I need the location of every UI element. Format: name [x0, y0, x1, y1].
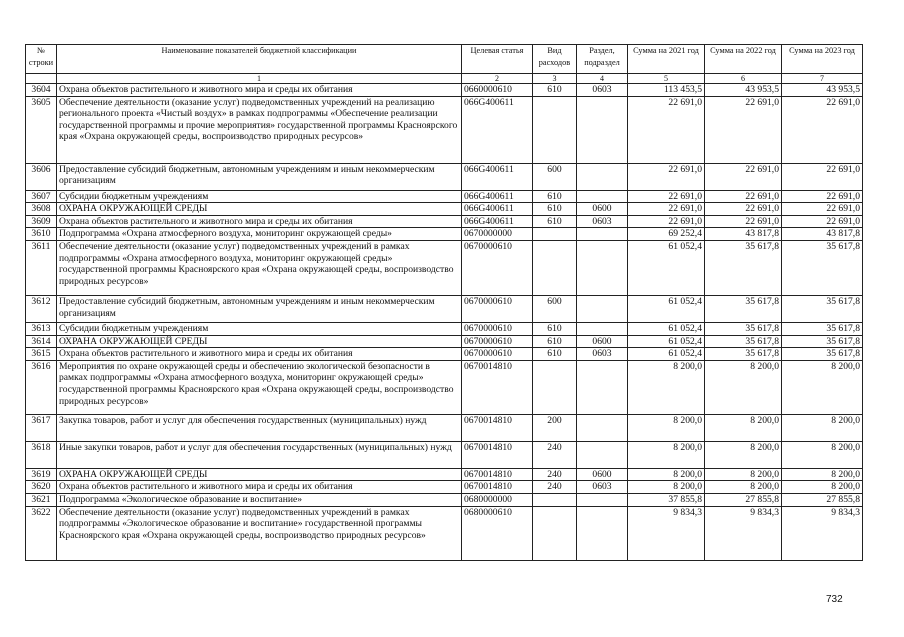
target-article: 0670000610: [462, 348, 533, 361]
section-code: [577, 414, 628, 441]
row-number: 3604: [26, 84, 57, 97]
table-row: [26, 414, 863, 441]
sum-2023: 27 855,8: [782, 493, 863, 506]
sum-2023: 8 200,0: [782, 360, 863, 414]
header-row-no: № строки: [26, 45, 57, 74]
sum-2023: 22 691,0: [782, 96, 863, 163]
column-number: 4: [577, 74, 628, 84]
sum-2023: 8 200,0: [782, 481, 863, 494]
target-article: 0670014810: [462, 468, 533, 481]
table-row: [26, 493, 863, 506]
table-row: [26, 360, 863, 414]
target-article: 0670000000: [462, 228, 533, 241]
table-row: [26, 240, 863, 295]
header-row: [26, 45, 863, 74]
table-row: [26, 163, 863, 190]
sum-2022: 22 691,0: [705, 215, 782, 228]
header-name: Наименование показателей бюджетной классификации: [57, 45, 462, 74]
indicator-name: ОХРАНА ОКРУЖАЮЩЕЙ СРЕДЫ: [57, 468, 462, 481]
sum-2021: 8 200,0: [628, 468, 705, 481]
sum-2023: 35 617,8: [782, 295, 863, 322]
target-article: 0660000610: [462, 84, 533, 97]
table-row: [26, 84, 863, 97]
table-row: [26, 348, 863, 361]
indicator-name: Охрана объектов растительного и животного мира и среды их обитания: [57, 215, 462, 228]
expense-type: 240: [533, 481, 577, 494]
row-number: 3607: [26, 190, 57, 203]
target-article: 066G400611: [462, 163, 533, 190]
row-number: 3618: [26, 441, 57, 468]
sum-2022: 8 200,0: [705, 481, 782, 494]
target-article: 0670014810: [462, 414, 533, 441]
section-code: 0600: [577, 335, 628, 348]
target-article: 066G400611: [462, 203, 533, 216]
sum-2021: 61 052,4: [628, 335, 705, 348]
row-number: 3606: [26, 163, 57, 190]
expense-type: 610: [533, 322, 577, 335]
sum-2023: 22 691,0: [782, 203, 863, 216]
sum-2022: 22 691,0: [705, 163, 782, 190]
target-article: 0670000610: [462, 240, 533, 295]
indicator-name: Подпрограмма «Экологическое образование и воспитание»: [57, 493, 462, 506]
row-number: 3613: [26, 322, 57, 335]
section-code: [577, 228, 628, 241]
sum-2022: 22 691,0: [705, 96, 782, 163]
expense-type: 600: [533, 295, 577, 322]
sum-2023: 35 617,8: [782, 240, 863, 295]
sum-2023: 43 953,5: [782, 84, 863, 97]
row-number: 3619: [26, 468, 57, 481]
row-number: 3612: [26, 295, 57, 322]
expense-type: 240: [533, 468, 577, 481]
sum-2021: 22 691,0: [628, 163, 705, 190]
sum-2021: 61 052,4: [628, 240, 705, 295]
sum-2021: 8 200,0: [628, 360, 705, 414]
indicator-name: Мероприятия по охране окружающей среды и обеспечению экологической безопасности в рамках подпрограммы «Охрана атмосферного воздуха, мониторинг окружающей среды» государственной программы Красноярского края «Охрана окружающей среды, воспроизводство природных ресурсов»: [57, 360, 462, 414]
indicator-name: Охрана объектов растительного и животного мира и среды их обитания: [57, 348, 462, 361]
section-code: [577, 506, 628, 560]
expense-type: [533, 228, 577, 241]
sum-2023: 22 691,0: [782, 163, 863, 190]
row-number: 3609: [26, 215, 57, 228]
expense-type: 610: [533, 203, 577, 216]
section-code: [577, 295, 628, 322]
target-article: 066G400611: [462, 215, 533, 228]
row-number: 3610: [26, 228, 57, 241]
row-number: 3608: [26, 203, 57, 216]
sum-2023: 8 200,0: [782, 414, 863, 441]
section-code: 0603: [577, 84, 628, 97]
expense-type: 240: [533, 441, 577, 468]
header-section: Раздел, подраздел: [577, 45, 628, 74]
sum-2023: 35 617,8: [782, 322, 863, 335]
sum-2023: 22 691,0: [782, 190, 863, 203]
sum-2022: 27 855,8: [705, 493, 782, 506]
indicator-name: Предоставление субсидий бюджетным, автономным учреждениям и иным некоммерческим организациям: [57, 163, 462, 190]
sum-2022: 8 200,0: [705, 414, 782, 441]
sum-2021: 22 691,0: [628, 203, 705, 216]
section-code: 0603: [577, 348, 628, 361]
section-code: [577, 240, 628, 295]
indicator-name: Обеспечение деятельности (оказание услуг) подведомственных учреждений в рамках подпрограммы «Охрана атмосферного воздуха, мониторинг окружающей среды» государственной программы Красноярского края «Охрана окружающей среды, воспроизводство природных ресурсов»: [57, 240, 462, 295]
row-number: 3611: [26, 240, 57, 295]
row-number: 3614: [26, 335, 57, 348]
sum-2023: 35 617,8: [782, 335, 863, 348]
target-article: 0670014810: [462, 441, 533, 468]
header-expense-type: Вид расходов: [533, 45, 577, 74]
expense-type: [533, 360, 577, 414]
header-sum-2023: Сумма на 2023 год: [782, 45, 863, 74]
header-target-article: Целевая статья: [462, 45, 533, 74]
indicator-name: Иные закупки товаров, работ и услуг для обеспечения государственных (муниципальных) нужд: [57, 441, 462, 468]
row-number: 3620: [26, 481, 57, 494]
target-article: 0680000610: [462, 506, 533, 560]
table-row: [26, 506, 863, 560]
expense-type: 610: [533, 190, 577, 203]
section-code: [577, 322, 628, 335]
table-row: [26, 295, 863, 322]
row-number: 3616: [26, 360, 57, 414]
table-row: [26, 190, 863, 203]
column-number: 6: [705, 74, 782, 84]
sum-2023: 8 200,0: [782, 468, 863, 481]
table-row: [26, 96, 863, 163]
sum-2021: 22 691,0: [628, 215, 705, 228]
table-row: [26, 215, 863, 228]
indicator-name: Охрана объектов растительного и животного мира и среды их обитания: [57, 84, 462, 97]
sum-2022: 35 617,8: [705, 240, 782, 295]
expense-type: [533, 506, 577, 560]
page-number: 732: [826, 594, 843, 605]
header-sum-2021: Сумма на 2021 год: [628, 45, 705, 74]
row-number: 3605: [26, 96, 57, 163]
sum-2021: 61 052,4: [628, 295, 705, 322]
table-row: [26, 468, 863, 481]
sum-2022: 35 617,8: [705, 335, 782, 348]
sum-2022: 43 953,5: [705, 84, 782, 97]
expense-type: 610: [533, 215, 577, 228]
sum-2021: 61 052,4: [628, 348, 705, 361]
sum-2021: 22 691,0: [628, 190, 705, 203]
sum-2022: 8 200,0: [705, 441, 782, 468]
sum-2021: 8 200,0: [628, 414, 705, 441]
column-number: 3: [533, 74, 577, 84]
sum-2022: 43 817,8: [705, 228, 782, 241]
column-number: 5: [628, 74, 705, 84]
target-article: 0670014810: [462, 481, 533, 494]
expense-type: [533, 493, 577, 506]
sum-2023: 8 200,0: [782, 441, 863, 468]
section-code: 0603: [577, 481, 628, 494]
sum-2022: 22 691,0: [705, 190, 782, 203]
table-row: [26, 441, 863, 468]
sum-2023: 22 691,0: [782, 215, 863, 228]
indicator-name: Субсидии бюджетным учреждениям: [57, 190, 462, 203]
target-article: 066G400611: [462, 96, 533, 163]
table-row: [26, 228, 863, 241]
indicator-name: Подпрограмма «Охрана атмосферного воздуха, мониторинг окружающей среды»: [57, 228, 462, 241]
indicator-name: ОХРАНА ОКРУЖАЮЩЕЙ СРЕДЫ: [57, 203, 462, 216]
sum-2021: 8 200,0: [628, 441, 705, 468]
section-code: 0603: [577, 215, 628, 228]
section-code: [577, 190, 628, 203]
sum-2022: 35 617,8: [705, 322, 782, 335]
sum-2021: 22 691,0: [628, 96, 705, 163]
target-article: 0670000610: [462, 295, 533, 322]
section-code: 0600: [577, 468, 628, 481]
table-row: [26, 481, 863, 494]
target-article: 0670014810: [462, 360, 533, 414]
sum-2022: 8 200,0: [705, 360, 782, 414]
target-article: 0670000610: [462, 335, 533, 348]
row-number: 3622: [26, 506, 57, 560]
table-header: [26, 45, 863, 84]
indicator-name: Обеспечение деятельности (оказание услуг) подведомственных учреждений на реализацию регионального проекта «Чистый воздух» в рамках подпрограммы «Обеспечение реализации государственной программы и прочие мероприятия» государственной программы Красноярского края «Охрана окружающей среды, воспроизводство природных ресурсов»: [57, 96, 462, 163]
expense-type: [533, 96, 577, 163]
column-number: 1: [57, 74, 462, 84]
table-row: [26, 203, 863, 216]
target-article: 066G400611: [462, 190, 533, 203]
sum-2023: 35 617,8: [782, 348, 863, 361]
target-article: 0670000610: [462, 322, 533, 335]
expense-type: 610: [533, 84, 577, 97]
row-number: 3621: [26, 493, 57, 506]
row-number: 3617: [26, 414, 57, 441]
sum-2021: 69 252,4: [628, 228, 705, 241]
indicator-name: Обеспечение деятельности (оказание услуг) подведомственных учреждений в рамках подпрограммы «Экологическое образование и воспитание» государственной программы Красноярского края «Охрана окружающей среды, воспроизводство природных ресурсов»: [57, 506, 462, 560]
sum-2021: 61 052,4: [628, 322, 705, 335]
sum-2022: 8 200,0: [705, 468, 782, 481]
sum-2021: 37 855,8: [628, 493, 705, 506]
expense-type: 600: [533, 163, 577, 190]
section-code: [577, 493, 628, 506]
table-row: [26, 335, 863, 348]
section-code: [577, 360, 628, 414]
section-code: [577, 163, 628, 190]
indicator-name: ОХРАНА ОКРУЖАЮЩЕЙ СРЕДЫ: [57, 335, 462, 348]
expense-type: [533, 240, 577, 295]
sum-2021: 113 453,5: [628, 84, 705, 97]
column-number: [26, 74, 57, 84]
expense-type: 610: [533, 335, 577, 348]
sum-2022: 9 834,3: [705, 506, 782, 560]
column-number: 7: [782, 74, 863, 84]
sum-2021: 8 200,0: [628, 481, 705, 494]
indicator-name: Предоставление субсидий бюджетным, автономным учреждениям и иным некоммерческим организациям: [57, 295, 462, 322]
column-number: 2: [462, 74, 533, 84]
column-number-row: [26, 74, 863, 84]
section-code: [577, 96, 628, 163]
indicator-name: Субсидии бюджетным учреждениям: [57, 322, 462, 335]
sum-2023: 43 817,8: [782, 228, 863, 241]
expense-type: 200: [533, 414, 577, 441]
sum-2022: 22 691,0: [705, 203, 782, 216]
indicator-name: Закупка товаров, работ и услуг для обеспечения государственных (муниципальных) нужд: [57, 414, 462, 441]
header-sum-2022: Сумма на 2022 год: [705, 45, 782, 74]
sum-2021: 9 834,3: [628, 506, 705, 560]
indicator-name: Охрана объектов растительного и животного мира и среды их обитания: [57, 481, 462, 494]
budget-table: [25, 44, 863, 561]
section-code: 0600: [577, 203, 628, 216]
row-number: 3615: [26, 348, 57, 361]
sum-2023: 9 834,3: [782, 506, 863, 560]
table-body: [26, 84, 863, 561]
section-code: [577, 441, 628, 468]
sum-2022: 35 617,8: [705, 348, 782, 361]
expense-type: 610: [533, 348, 577, 361]
target-article: 0680000000: [462, 493, 533, 506]
table-row: [26, 322, 863, 335]
sum-2022: 35 617,8: [705, 295, 782, 322]
